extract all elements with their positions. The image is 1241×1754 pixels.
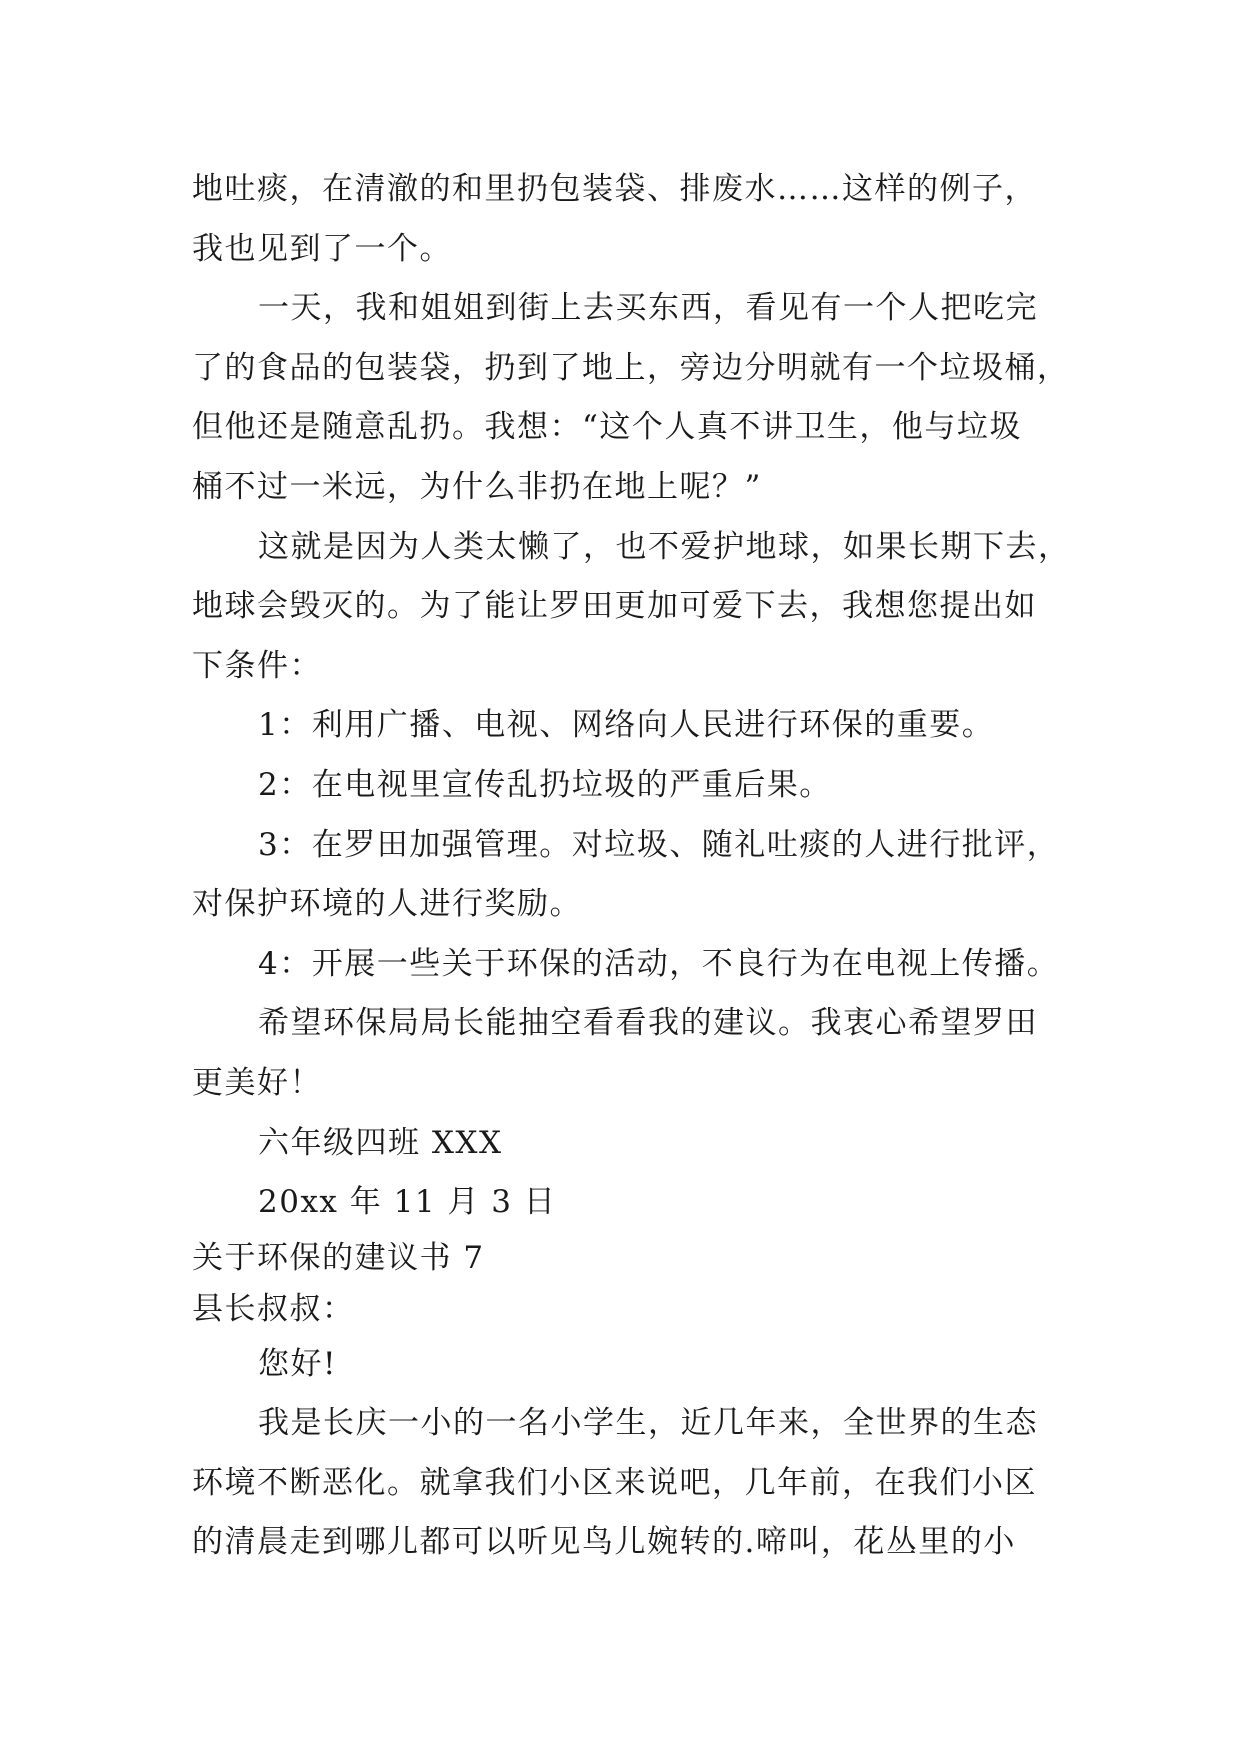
text-line: 我是长庆一小的一名小学生，近几年来，全世界的生态 (258, 1405, 1038, 1442)
text-line: 下条件： (192, 647, 322, 684)
salutation: 县长叔叔： (192, 1290, 355, 1327)
document-page (192, 160, 1072, 1573)
text-line: 我也见到了一个。 (192, 230, 452, 267)
text-line: 了的食品的包装袋，扔到了地上，旁边分明就有一个垃圾桶， (192, 349, 1070, 386)
text-line: 这就是因为人类太懒了，也不爱护地球，如果长期下去， (258, 528, 1071, 565)
signature-date: 20xx 年 11 月 3 日 (258, 1184, 557, 1221)
text-line: 对保护环境的人进行奖励。 (192, 886, 582, 923)
text-line: 环境不断恶化。就拿我们小区来说吧，几年前，在我们小区 (192, 1464, 1037, 1501)
list-item-2: 2：在电视里宣传乱扔垃圾的严重后果。 (258, 766, 832, 803)
text-line: 的清晨走到哪儿都可以听见鸟儿婉转的.啼叫，花丛里的小 (192, 1524, 1016, 1561)
text-line: 地吐痰，在清澈的和里扔包装袋、排废水……这样的例子， (192, 171, 1037, 207)
signature-name: 六年级四班 XXX (258, 1124, 503, 1161)
section-title: 关于环保的建议书 7 (192, 1239, 485, 1276)
list-item-3: 3：在罗田加强管理。对垃圾、随礼吐痰的人进行批评， (258, 826, 1060, 863)
greeting: 您好! (258, 1345, 337, 1382)
list-item-4: 4：开展一些关于环保的活动，不良行为在电视上传播。 (258, 945, 1060, 982)
text-line: 但他还是随意乱扔。我想：“这个人真不讲卫生，他与垃圾 (192, 409, 1022, 446)
text-line: 地球会毁灭的。为了能让罗田更加可爱下去，我想您提出如 (192, 588, 1037, 625)
list-item-1: 1：利用广播、电视、网络向人民进行环保的重要。 (258, 707, 995, 744)
text-line: 希望环保局局长能抽空看看我的建议。我衷心希望罗田 (258, 1005, 1038, 1042)
text-line: 一天，我和姐姐到街上去买东西，看见有一个人把吃完 (258, 290, 1038, 327)
text-line: 更美好！ (192, 1064, 322, 1101)
text-line: 桶不过一米远，为什么非扔在地上呢？” (192, 468, 762, 505)
